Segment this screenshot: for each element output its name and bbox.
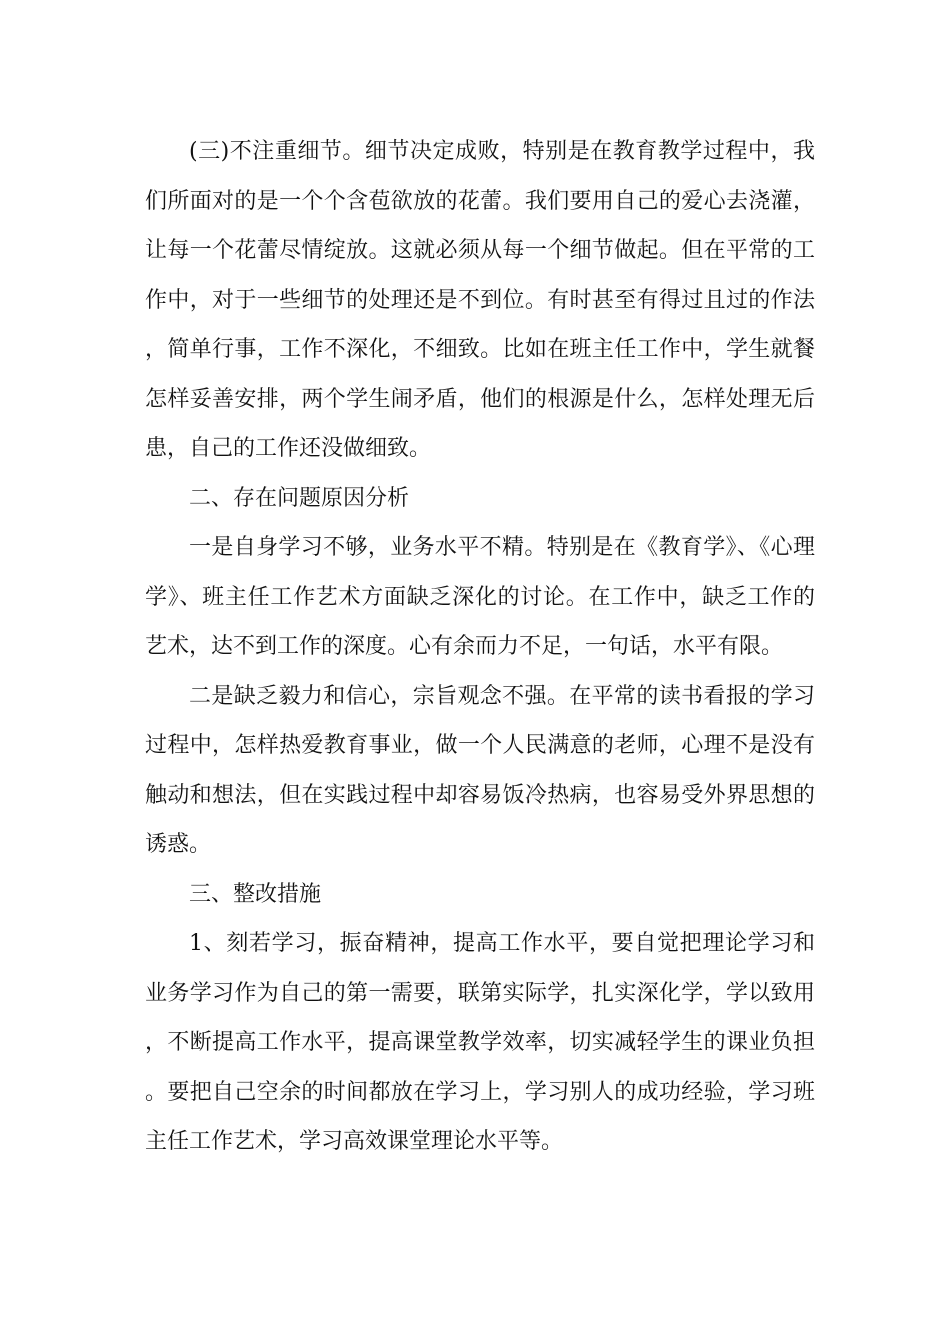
section-heading-cause-analysis: 二、存在问题原因分析: [189, 485, 410, 511]
paragraph-measure-one: 1、刻若学习，振奋精神，提高工作水平，要自觉把理论学习和业务学习作为自己的第一需要，联第实际学，扎实深化学，学以致用，不断提高工作水平，提高课堂教学效率，切实减轻学生的课业负担。要把自己空余的时间都放在学习上，学习别人的成功经验，学习班主任工作艺术，学习高效课堂理论水平等。: [145, 931, 815, 1154]
paragraph-details: (三)不注重细节。细节决定成败，特别是在教育教学过程中，我们所面对的是一个个含苞欲放的花蕾。我们要用自己的爱心去浇灌，让每一个花蕾尽情绽放。这就必须从每一个细节做起。但在平常的工作中，对于一些细节的处理还是不到位。有时甚至有得过且过的作法，简单行事，工作不深化，不细致。比如在班主任工作中，学生就餐怎样妥善安排，两个学生闹矛盾，他们的根源是什么，怎样处理无后患，自己的工作还没做细致。: [145, 139, 815, 461]
paragraph-cause-two: 二是缺乏毅力和信心，宗旨观念不强。在平常的读书看报的学习过程中，怎样热爱教育事业，做一个人民满意的老师，心理不是没有触动和想法，但在实践过程中却容易饭冷热病，也容易受外界思想的诱惑。: [145, 683, 815, 857]
document-body: [145, 127, 815, 1167]
section-heading-measures: 三、整改措施: [189, 881, 322, 907]
paragraph-cause-one: 一是自身学习不够，业务水平不精。特别是在《教育学》、《心理学》、班主任工作艺术方面缺乏深化的讨论。在工作中，缺乏工作的艺术，达不到工作的深度。心有余而力不足，一句话，水平有限。: [145, 535, 815, 659]
